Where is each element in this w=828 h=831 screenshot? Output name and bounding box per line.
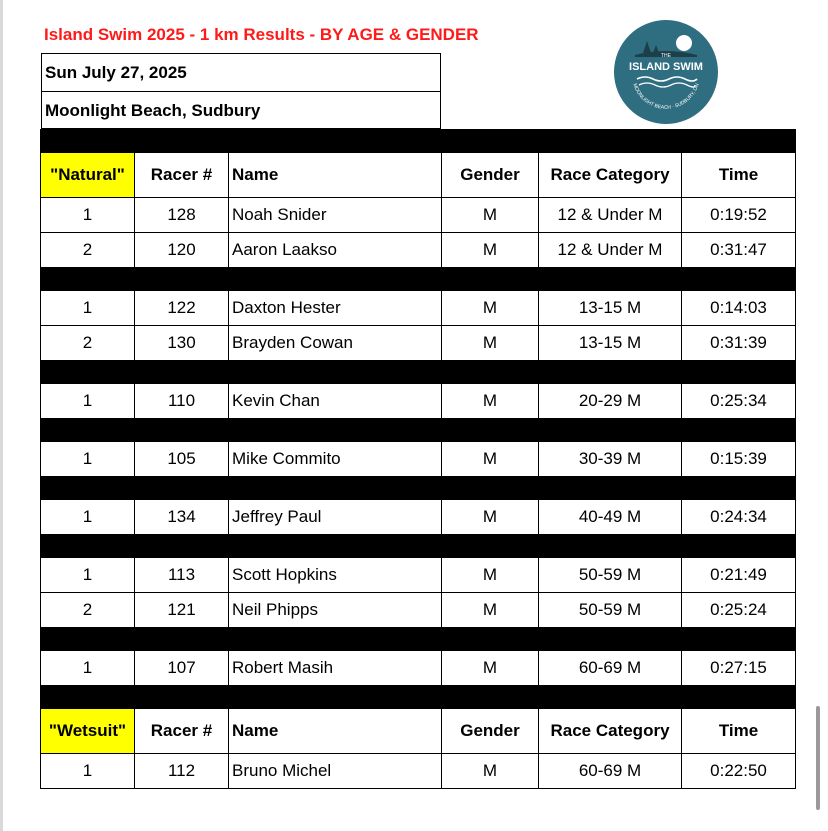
island-swim-logo xyxy=(613,19,719,125)
racer-number-cell: 130 xyxy=(135,326,229,361)
gender-cell: M xyxy=(442,754,539,789)
race-category-cell: 13-15 M xyxy=(539,291,682,326)
table-row xyxy=(41,558,796,593)
separator-row xyxy=(41,130,796,153)
name-cell: Noah Snider xyxy=(229,198,442,233)
separator-bar xyxy=(41,361,796,384)
header-row-wetsuit xyxy=(41,709,796,754)
place-cell: 2 xyxy=(41,593,135,628)
name-cell: Jeffrey Paul xyxy=(229,500,442,535)
gender-cell: M xyxy=(442,500,539,535)
name-cell: Bruno Michel xyxy=(229,754,442,789)
racer-number-cell: 110 xyxy=(135,384,229,419)
name-cell: Kevin Chan xyxy=(229,384,442,419)
separator-row xyxy=(41,686,796,709)
name-cell: Daxton Hester xyxy=(229,291,442,326)
svg-text:MOONLIGHT BEACH · SUDBURY, ON: MOONLIGHT BEACH · SUDBURY, ON xyxy=(631,82,701,111)
race-category-cell: 12 & Under M xyxy=(539,198,682,233)
separator-bar xyxy=(41,477,796,500)
race-date: Sun July 27, 2025 xyxy=(41,53,441,92)
table-row xyxy=(41,593,796,628)
svg-text:THE: THE xyxy=(661,53,671,59)
time-cell: 0:15:39 xyxy=(682,442,796,477)
race-category-cell: 12 & Under M xyxy=(539,233,682,268)
header-race-category: Race Category xyxy=(539,709,682,754)
gender-cell: M xyxy=(442,558,539,593)
separator-bar xyxy=(41,130,796,153)
time-cell: 0:31:39 xyxy=(682,326,796,361)
results-body xyxy=(41,130,796,789)
racer-number-cell: 128 xyxy=(135,198,229,233)
time-cell: 0:22:50 xyxy=(682,754,796,789)
place-cell: 1 xyxy=(41,442,135,477)
name-cell: Neil Phipps xyxy=(229,593,442,628)
separator-bar xyxy=(41,686,796,709)
gender-cell: M xyxy=(442,593,539,628)
racer-number-cell: 134 xyxy=(135,500,229,535)
separator-row xyxy=(41,419,796,442)
name-cell: Scott Hopkins xyxy=(229,558,442,593)
table-row xyxy=(41,291,796,326)
time-cell: 0:19:52 xyxy=(682,198,796,233)
racer-number-cell: 122 xyxy=(135,291,229,326)
racer-number-cell: 112 xyxy=(135,754,229,789)
name-cell: Robert Masih xyxy=(229,651,442,686)
time-cell: 0:27:15 xyxy=(682,651,796,686)
scrollbar[interactable] xyxy=(816,706,820,810)
separator-bar xyxy=(41,419,796,442)
separator-bar xyxy=(41,628,796,651)
race-category-cell: 40-49 M xyxy=(539,500,682,535)
separator-row xyxy=(41,361,796,384)
separator-row xyxy=(41,268,796,291)
time-cell: 0:21:49 xyxy=(682,558,796,593)
racer-number-cell: 105 xyxy=(135,442,229,477)
name-cell: Aaron Laakso xyxy=(229,233,442,268)
racer-number-cell: 121 xyxy=(135,593,229,628)
race-category-cell: 60-69 M xyxy=(539,754,682,789)
table-row xyxy=(41,442,796,477)
results-table xyxy=(40,129,796,789)
race-category-cell: 60-69 M xyxy=(539,651,682,686)
race-category-cell: 50-59 M xyxy=(539,593,682,628)
time-cell: 0:14:03 xyxy=(682,291,796,326)
place-cell: 2 xyxy=(41,326,135,361)
place-cell: 1 xyxy=(41,500,135,535)
results-title: Island Swim 2025 - 1 km Results - BY AGE & GENDER xyxy=(44,25,479,44)
table-row xyxy=(41,754,796,789)
place-cell: 1 xyxy=(41,754,135,789)
gender-cell: M xyxy=(442,291,539,326)
race-category-cell: 50-59 M xyxy=(539,558,682,593)
header-race-category: Race Category xyxy=(539,153,682,198)
place-cell: 1 xyxy=(41,558,135,593)
place-cell: 1 xyxy=(41,384,135,419)
header-racer-number: Racer # xyxy=(135,709,229,754)
race-category-cell: 20-29 M xyxy=(539,384,682,419)
gender-cell: M xyxy=(442,384,539,419)
time-cell: 0:25:34 xyxy=(682,384,796,419)
racer-number-cell: 113 xyxy=(135,558,229,593)
place-cell: 2 xyxy=(41,233,135,268)
separator-bar xyxy=(41,535,796,558)
page-edge xyxy=(0,0,3,831)
section-label-wetsuit: "Wetsuit" xyxy=(41,709,135,754)
header-gender: Gender xyxy=(442,153,539,198)
section-label-natural: "Natural" xyxy=(41,153,135,198)
separator-row xyxy=(41,477,796,500)
gender-cell: M xyxy=(442,326,539,361)
table-row xyxy=(41,500,796,535)
header-name: Name xyxy=(229,709,442,754)
header-time: Time xyxy=(682,153,796,198)
gender-cell: M xyxy=(442,198,539,233)
header-racer-number: Racer # xyxy=(135,153,229,198)
place-cell: 1 xyxy=(41,651,135,686)
gender-cell: M xyxy=(442,651,539,686)
time-cell: 0:31:47 xyxy=(682,233,796,268)
separator-row xyxy=(41,535,796,558)
separator-bar xyxy=(41,268,796,291)
table-row xyxy=(41,233,796,268)
racer-number-cell: 107 xyxy=(135,651,229,686)
time-cell: 0:24:34 xyxy=(682,500,796,535)
header-name: Name xyxy=(229,153,442,198)
header-row-natural xyxy=(41,153,796,198)
place-cell: 1 xyxy=(41,291,135,326)
race-category-cell: 13-15 M xyxy=(539,326,682,361)
header-time: Time xyxy=(682,709,796,754)
table-row xyxy=(41,651,796,686)
race-category-cell: 30-39 M xyxy=(539,442,682,477)
header-gender: Gender xyxy=(442,709,539,754)
separator-row xyxy=(41,628,796,651)
race-location: Moonlight Beach, Sudbury xyxy=(41,91,441,129)
svg-text:ISLAND SWIM: ISLAND SWIM xyxy=(629,61,703,73)
gender-cell: M xyxy=(442,233,539,268)
gender-cell: M xyxy=(442,442,539,477)
name-cell: Brayden Cowan xyxy=(229,326,442,361)
racer-number-cell: 120 xyxy=(135,233,229,268)
name-cell: Mike Commito xyxy=(229,442,442,477)
place-cell: 1 xyxy=(41,198,135,233)
table-row xyxy=(41,384,796,419)
table-row xyxy=(41,198,796,233)
time-cell: 0:25:24 xyxy=(682,593,796,628)
table-row xyxy=(41,326,796,361)
